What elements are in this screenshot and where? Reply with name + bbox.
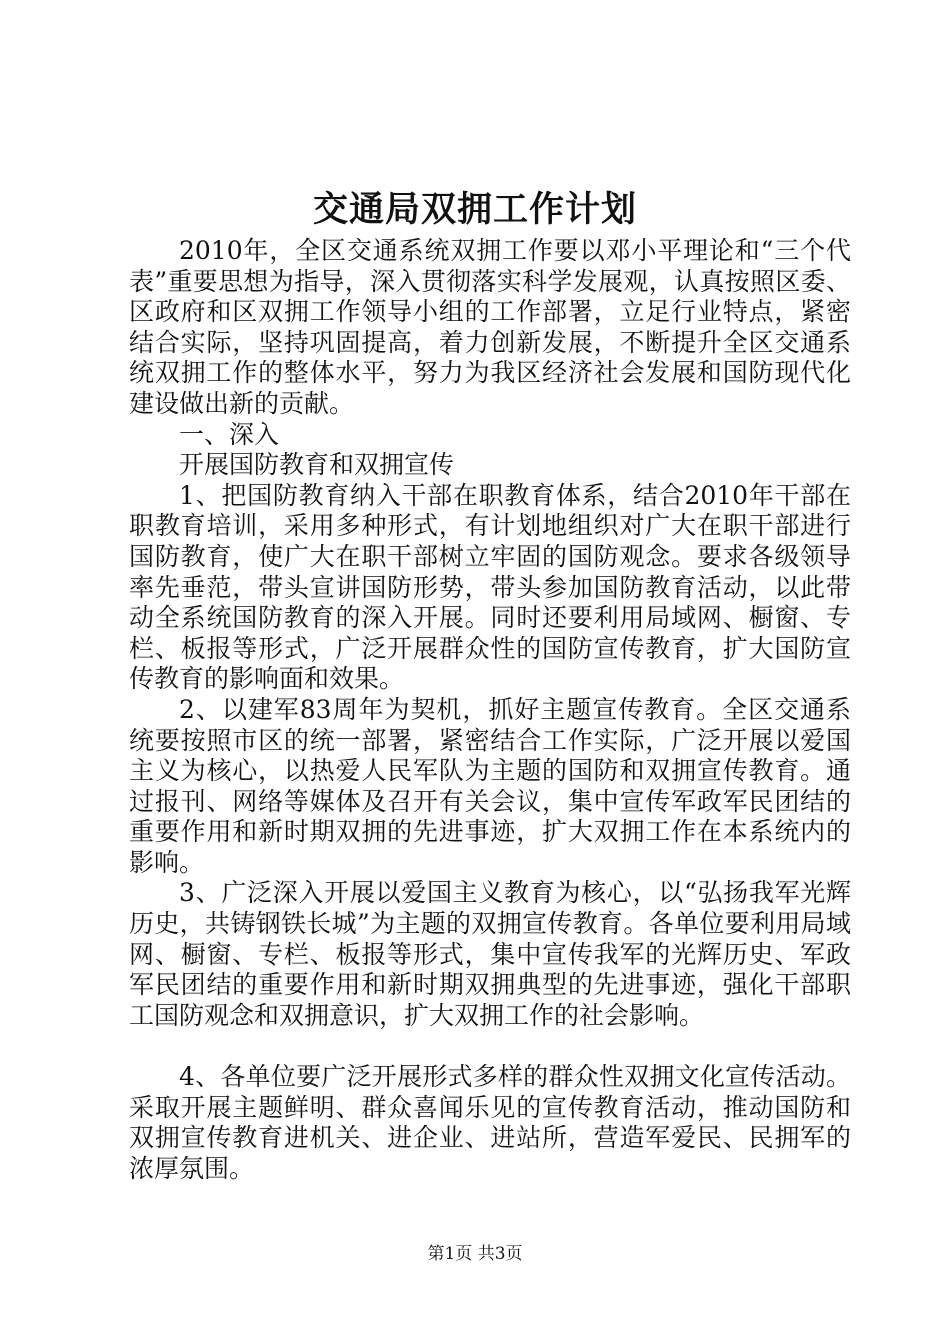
section-heading-part2: 开展国防教育和双拥宣传 (179, 450, 455, 480)
item-1-paragraph: 1、把国防教育纳入干部在职教育体系，结合2010年干部在职教育培训，采用多种形式，有计划地组织对广大在职干部进行国防教育，使广大在职干部树立牢固的国防观念。要求各级领导率先垂范，带头宣讲国防形势，带头参加国防教育活动，以此带动全系统国防教育的深入开展。同时还要利用局域网、橱窗、专栏、板报等形式，广泛开展群众性的国防宣传教育，扩大国防宣传教育的影响面和效果。 (129, 480, 851, 694)
intro-paragraph: 2010年，全区交通系统双拥工作要以邓小平理论和“三个代表”重要思想为指导，深入贯彻落实科学发展观，认真按照区委、区政府和区双拥工作领导小组的工作部署，立足行业特点，紧密结合实际，坚持巩固提高，着力创新发展，不断提升全区交通系统双拥工作的整体水平，努力为我区经济社会发展和国防现代化建设做出新的贡献。 (129, 236, 851, 418)
item-2-paragraph: 2、以建军83周年为契机，抓好主题宣传教育。全区交通系统要按照市区的统一部署，紧密结合工作实际，广泛开展以爱国主义为核心，以热爱人民军队为主题的国防和双拥宣传教育。通过报刊、网络等媒体及召开有关会议，集中宣传军政军民团结的重要作用和新时期双拥的先进事迹，扩大双拥工作在本系统内的影响。 (129, 694, 851, 877)
document-title: 交通局双拥工作计划 (312, 189, 637, 230)
page-number-footer: 第1页 共3页 (427, 1244, 523, 1264)
item-3-paragraph: 3、广泛深入开展以爱国主义教育为核心，以“弘扬我军光辉历史，共铸钢铁长城”为主题的双拥宣传教育。各单位要利用局域网、橱窗、专栏、板报等形式，集中宣传我军的光辉历史、军政军民团结的重要作用和新时期双拥典型的先进事迹，强化干部职工国防观念和双拥意识，扩大双拥工作的社会影响。 (129, 878, 851, 1030)
document-body (129, 236, 851, 1184)
item-4-paragraph: 4、各单位要广泛开展形式多样的群众性双拥文化宣传活动。采取开展主题鲜明、群众喜闻乐见的宣传教育活动，推动国防和双拥宣传教育进机关、进企业、进站所，营造军爱民、民拥军的浓厚氛围。 (129, 1062, 851, 1183)
section-heading-part1: 一、深入 (179, 419, 280, 449)
